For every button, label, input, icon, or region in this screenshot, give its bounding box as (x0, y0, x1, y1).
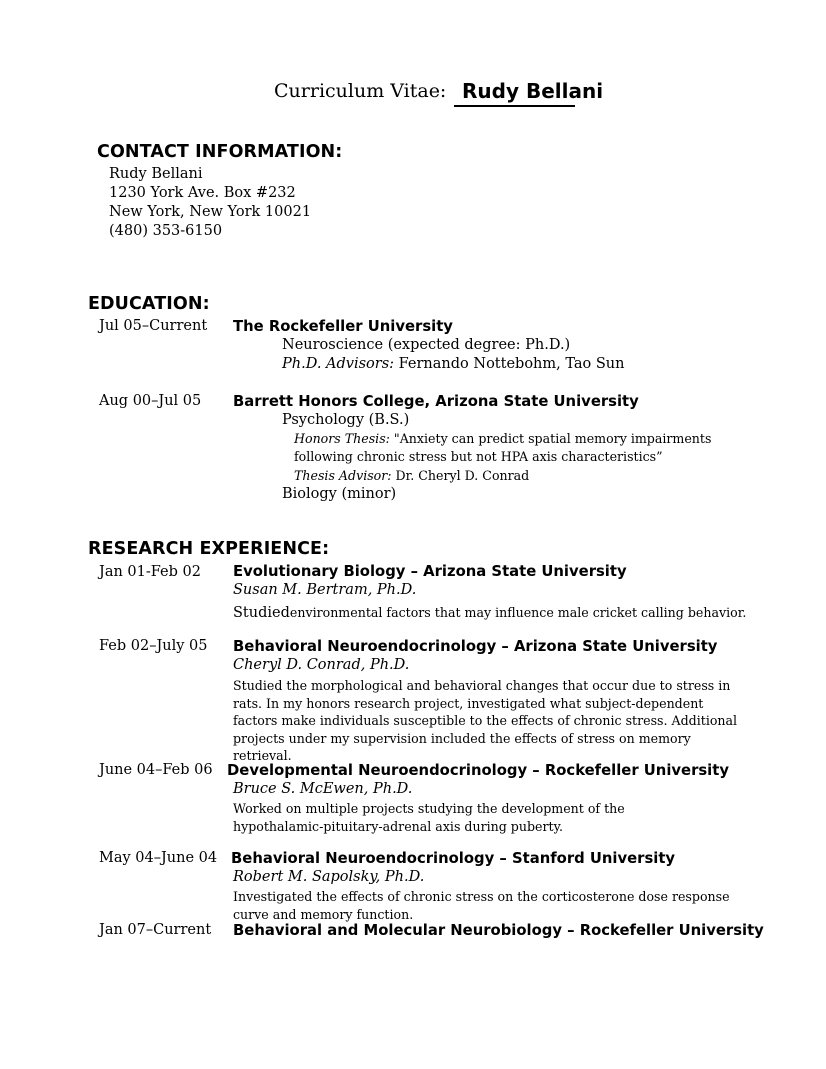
description-rest: environmental factors that may influence male cricket calling behavior. (289, 605, 747, 620)
research-description: Investigated the effects of chronic stress on the corticosterone dose response curve and memory function. (233, 889, 730, 922)
honors-thesis (294, 431, 711, 446)
title-underline (454, 105, 575, 107)
education-minor: Biology (minor) (282, 486, 397, 502)
description-lead: Studied (233, 605, 290, 621)
research-lab: Evolutionary Biology – Arizona State University (233, 563, 627, 580)
research-dates: Feb 02–July 05 (99, 638, 208, 654)
research-dates: June 04–Feb 06 (99, 762, 213, 778)
research-lab: Behavioral Neuroendocrinology – Arizona State University (233, 638, 718, 655)
thesis-title-line1: "Anxiety can predict spatial memory impairments (393, 431, 712, 446)
research-lab: Behavioral Neuroendocrinology – Stanford University (231, 850, 676, 867)
education-institution: Barrett Honors College, Arizona State University (233, 393, 639, 410)
contact-heading: CONTACT INFORMATION: (97, 142, 343, 162)
research-lab: Behavioral and Molecular Neurobiology – Rockefeller University (233, 922, 764, 939)
advisors-names: Fernando Nottebohm, Tao Sun (398, 356, 625, 372)
education-advisors (282, 356, 625, 372)
research-description: Worked on multiple projects studying the development of the hypothalamic-pituitary-adrenal axis during puberty. (233, 801, 625, 834)
advisors-label: Ph.D. Advisors: (282, 356, 395, 372)
education-field: Neuroscience (expected degree: Ph.D.) (282, 337, 571, 353)
research-pi: Cheryl D. Conrad, Ph.D. (233, 657, 410, 673)
research-pi: Bruce S. McEwen, Ph.D. (233, 781, 413, 797)
research-lab: Developmental Neuroendocrinology – Rockefeller University (227, 762, 729, 779)
thesis-advisor-label: Thesis Advisor: (294, 468, 392, 483)
research-dates: Jan 07–Current (99, 922, 212, 938)
education-institution: The Rockefeller University (233, 318, 453, 335)
research-description (233, 602, 746, 621)
contact-phone: (480) 353-6150 (109, 223, 223, 239)
page-title-prefix: Curriculum Vitae: (274, 80, 447, 102)
thesis-advisor (294, 468, 529, 483)
education-field: Psychology (B.S.) (282, 412, 410, 428)
research-dates: May 04–June 04 (99, 850, 218, 866)
thesis-title-line2: following chronic stress but not HPA axis characteristics” (294, 449, 663, 464)
contact-city: New York, New York 10021 (109, 204, 312, 220)
research-pi: Susan M. Bertram, Ph.D. (233, 582, 417, 598)
research-pi: Robert M. Sapolsky, Ph.D. (233, 869, 425, 885)
contact-name: Rudy Bellani (109, 166, 203, 182)
education-dates: Aug 00–Jul 05 (99, 393, 202, 409)
research-description: Studied the morphological and behavioral changes that occur due to stress in rats. In my honors research project, investigated what subject-dependent factors make individuals susceptible to the effects of chronic stress. Additional projects under my supervision included the effects of stress on memory retrieval. (233, 678, 738, 763)
education-dates: Jul 05–Current (99, 318, 208, 334)
contact-address: 1230 York Ave. Box #232 (109, 185, 296, 201)
page-title-name: Rudy Bellani (462, 79, 604, 103)
thesis-advisor-name: Dr. Cheryl D. Conrad (395, 468, 530, 483)
research-heading: RESEARCH EXPERIENCE: (88, 539, 330, 559)
education-heading: EDUCATION: (88, 294, 210, 314)
thesis-label: Honors Thesis: (294, 431, 390, 446)
research-dates: Jan 01-Feb 02 (99, 564, 201, 580)
